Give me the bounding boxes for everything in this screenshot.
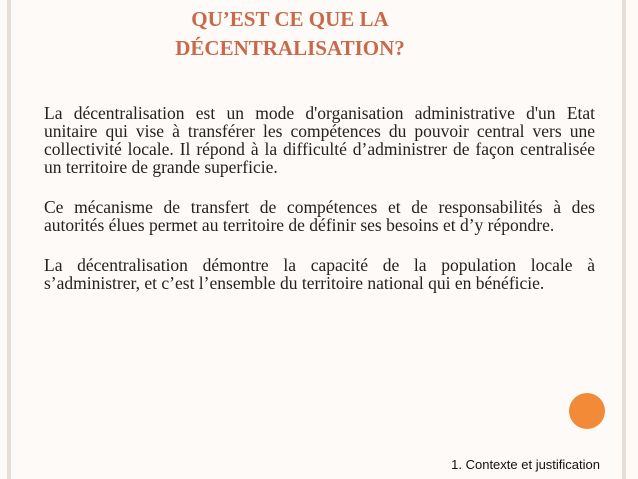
decorative-circle-icon [569, 393, 605, 429]
bullet-list [22, 104, 595, 314]
title-line-2: DÉCENTRALISATION? [175, 36, 405, 60]
bullet-item [22, 256, 595, 292]
slide-frame-left [7, 0, 11, 479]
bullet-text: Ce mécanisme de transfert de compétences et de responsabilités à des autorités élues permet au territoire de définir ses besoins et d’y répondre. [44, 197, 595, 235]
bullet-item [22, 104, 595, 176]
slide-frame-right [622, 0, 626, 479]
bullet-text: La décentralisation est un mode d'organisation administrative d'un Etat unitaire qui vise à transférer les compétences du pouvoir central vers une collectivité locale. Il répond à la difficulté d’administrer de façon centralisée un territoire de grande superficie. [44, 103, 595, 177]
slide-title [60, 5, 520, 63]
bullet-item [22, 198, 595, 234]
slide-footer: 1. Contexte et justification [451, 457, 600, 472]
bullet-text: La décentralisation démontre la capacité de la population locale à s’administrer, et c’est l’ensemble du territoire national qui en bénéficie. [44, 255, 595, 293]
title-line-1: QU’EST CE QUE LA [191, 7, 389, 31]
